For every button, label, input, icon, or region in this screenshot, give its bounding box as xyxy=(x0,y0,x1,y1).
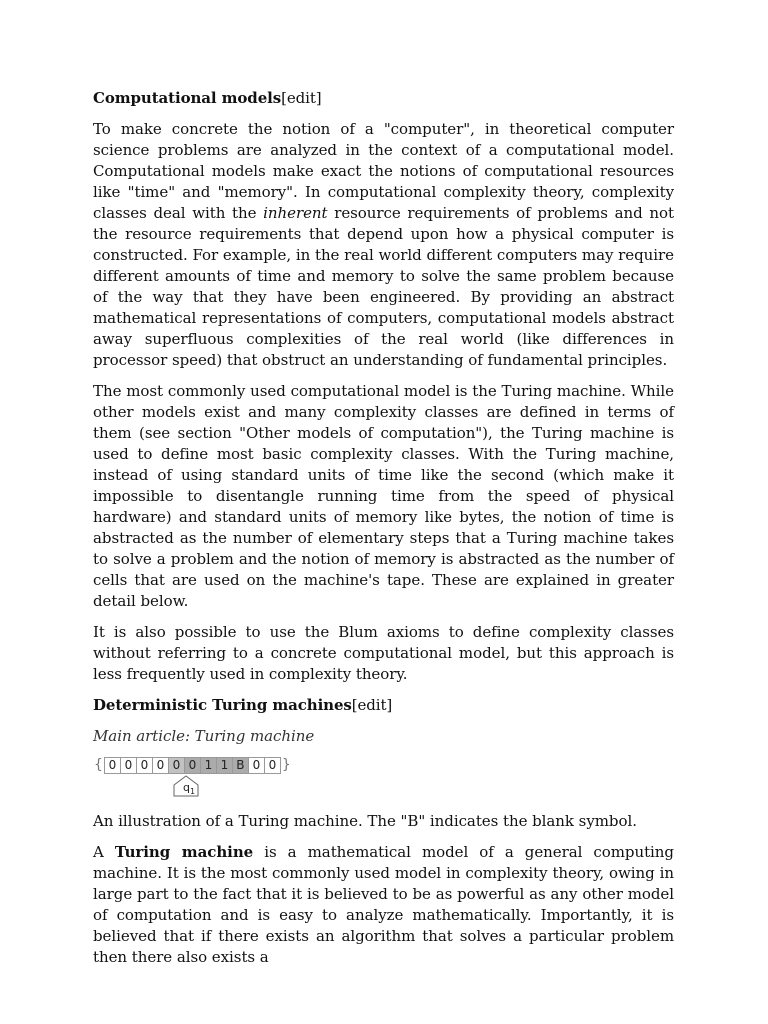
head-state-sub: 1 xyxy=(189,787,196,797)
paragraph-turing-model: The most commonly used computational model is the Turing machine. While other models exist and many complexity classes are defined in terms of them (see section "Other models of computation"), the Turing machine is used to define most basic complexity classes. With the Turing machine, instead of using standard units of time like the second (which make it impossible to disentangle running time from the speed of physical hardware) and standard units of memory like bytes, the notion of time is abstracted as the number of elementary steps that a Turing machine takes to solve a problem and the notion of memory is abstracted as the number of cells that are used on the machine's tape. These are explained in greater detail below. xyxy=(93,382,674,610)
tape-cell: 1 xyxy=(200,757,217,774)
edit-link[interactable]: [edit] xyxy=(351,696,393,714)
bold-turing-machine: Turing machine xyxy=(114,843,254,861)
head-state: q xyxy=(183,781,190,794)
tape-cell: B xyxy=(232,757,249,774)
turing-machine-figure xyxy=(93,755,674,799)
paragraph-blum-axioms: It is also possible to use the Blum axioms to define complexity classes without referring to a concrete computational model, but this approach is less frequently used in complexity theory. xyxy=(93,623,674,683)
read-head xyxy=(93,775,674,799)
tape-cell: 1 xyxy=(216,757,233,774)
tape-cell: 0 xyxy=(136,757,153,774)
paragraph-text: resource requirements of problems and not the resource requirements that depend upon how a physical computer is constructed. For example, in the real world different computers may require different amounts of time and memory to solve the same problem because of the way that they have been engineered. By providing an abstract mathematical representations of computers, computational models abstract away superfluous complexities of the real world (like differences in processor speed) that obstruct an understanding of fundamental principles. xyxy=(93,204,674,369)
tape-cell: 0 xyxy=(120,757,137,774)
head-state-label xyxy=(183,781,195,796)
section-heading-deterministic-turing-machines xyxy=(93,695,674,716)
heading-text: Computational models xyxy=(93,89,282,107)
paragraph-computational-models xyxy=(93,119,674,371)
tape-left-brace: { xyxy=(94,757,103,773)
figure-caption: An illustration of a Turing machine. The "B" indicates the blank symbol. xyxy=(93,812,637,830)
tape-right-brace: } xyxy=(281,757,291,773)
tape-cell: 0 xyxy=(152,757,169,774)
paragraph-turing-machine xyxy=(93,842,674,968)
turing-tape xyxy=(93,755,674,775)
heading-text: Deterministic Turing machines xyxy=(93,696,352,714)
tape-cell: 0 xyxy=(264,757,281,774)
emphasis-inherent: inherent xyxy=(263,204,328,222)
tape-cell: 0 xyxy=(104,757,121,774)
paragraph-text: A xyxy=(93,843,115,861)
paragraph-text: is a mathematical model of a general computing machine. It is the most commonly used model in complexity theory, owing in large part to the fact that it is believed to be as powerful as any other model of computation and is easy to analyze mathematically. Importantly, it is believed that if there exists an algorithm that solves a particular problem then there also exists a xyxy=(93,843,674,966)
paragraph-text: To make concrete the notion of a "computer", in theoretical computer science problems are analyzed in the context of a computational model. Computational models make exact the notions of computational resources like "time" and "memory". In computational complexity theory, complexity classes deal with the xyxy=(93,120,674,222)
section-heading-computational-models xyxy=(93,88,674,109)
tape-cell-head: 0 xyxy=(168,757,185,774)
main-article-hatnote[interactable]: Main article: Turing machine xyxy=(93,727,315,745)
edit-link[interactable]: [edit] xyxy=(281,89,322,107)
tape-cell: 0 xyxy=(184,757,201,774)
tape-cell: 0 xyxy=(248,757,265,774)
